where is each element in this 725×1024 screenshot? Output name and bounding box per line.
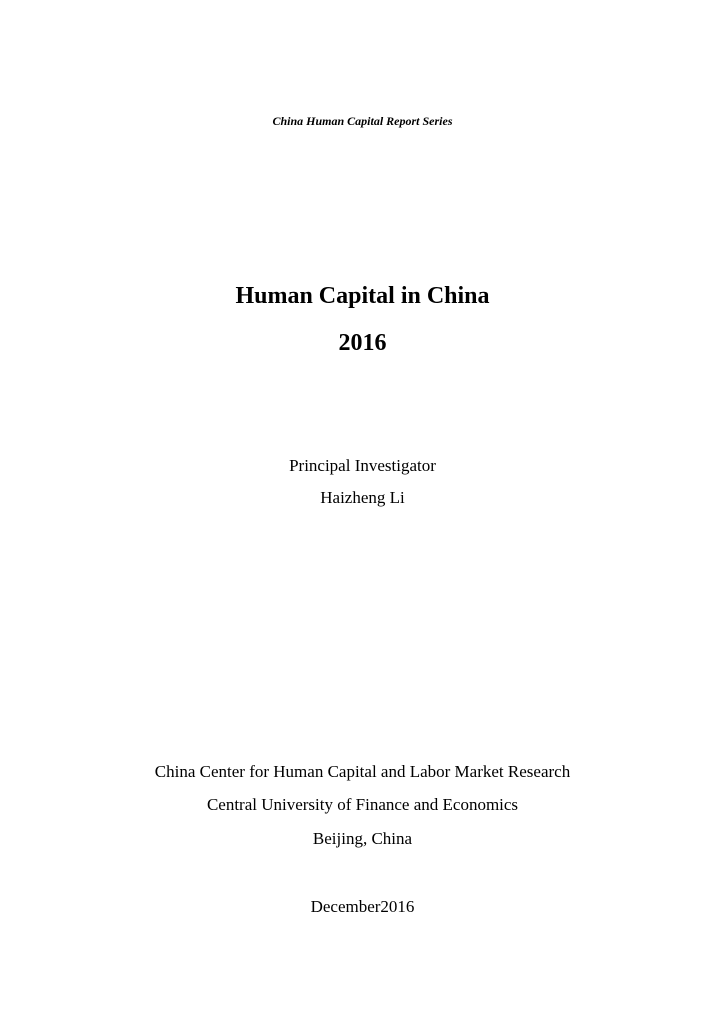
report-title: Human Capital in China xyxy=(235,283,490,309)
investigator-name: Haizheng Li xyxy=(320,488,405,507)
report-series: China Human Capital Report Series xyxy=(272,114,453,128)
institution-line-center: China Center for Human Capital and Labor Market Research xyxy=(154,762,571,781)
institution-line-university: Central University of Finance and Economics xyxy=(206,795,519,814)
institution-line-location: Beijing, China xyxy=(312,829,413,848)
report-date: December2016 xyxy=(310,897,415,916)
report-year: 2016 xyxy=(338,330,387,356)
investigator-label: Principal Investigator xyxy=(289,456,436,475)
